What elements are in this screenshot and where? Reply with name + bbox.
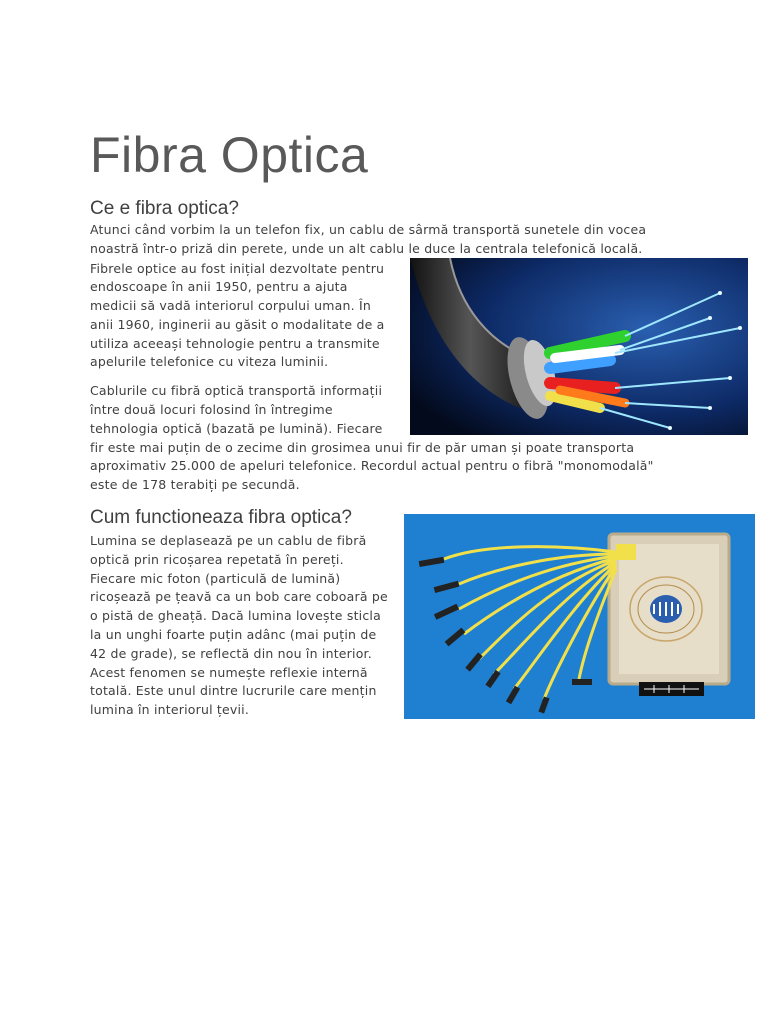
- text-line: utiliza aceeași tehnologie pentru a transmite: [90, 336, 380, 351]
- text-line: o pistă de gheață. Dacă lumina lovește sticla: [90, 608, 381, 623]
- text-line: apelurile telefonice cu viteza luminii.: [90, 354, 329, 369]
- fiber-splice-box-photo: [404, 514, 755, 719]
- text-line: medicii să vadă interiorul corpului uman. În: [90, 298, 371, 313]
- text-line: Fibrele optice au fost inițial dezvoltate pentru: [90, 261, 385, 276]
- intro-line-1: Atunci când vorbim la un telefon fix, un cablu de sârmă transportă sunetele din vocea: [90, 222, 647, 237]
- text-line: Cablurile cu fibră optică transportă informații: [90, 383, 383, 398]
- text-line: este de 178 terabiți pe secundă.: [90, 477, 300, 492]
- section-heading-how-it-works: Cum functioneaza fibra optica?: [90, 507, 352, 528]
- text-line: 42 de grade), se reflectă din nou în interior.: [90, 646, 372, 661]
- text-line: Acest fenomen se numește reflexie internă: [90, 665, 368, 680]
- fiber-cable-illustration: [410, 258, 748, 435]
- text-line: lumina în interiorul țevii.: [90, 702, 250, 717]
- section-heading-what-is: Ce e fibra optica?: [90, 198, 239, 219]
- text-line: endoscoape în anii 1950, pentru a ajuta: [90, 279, 348, 294]
- text-line: între două locuri folosind în întregime: [90, 402, 333, 417]
- text-line: totală. Este unul dintre lucrurile care mențin: [90, 683, 377, 698]
- text-line: ricoșează pe țeavă ca un bob care coboară pe: [90, 589, 388, 604]
- intro-line-2: noastră într-o priză din perete, unde un alt cablu le duce la centrala telefonică locală.: [90, 241, 643, 256]
- text-line: tehnologia optică (bazată pe lumină). Fiecare: [90, 421, 383, 436]
- text-line: la un unghi foarte puțin adânc (mai puțin de: [90, 627, 377, 642]
- text-line: Fiecare mic foton (particulă de lumină): [90, 571, 341, 586]
- text-line: anii 1960, inginerii au găsit o modalitate de a: [90, 317, 385, 332]
- page-title: Fibra Optica: [90, 127, 369, 183]
- text-line: Lumina se deplasează pe un cablu de fibră: [90, 533, 367, 548]
- text-line: optică prin ricoșarea repetată în pereți.: [90, 552, 344, 567]
- text-line: fir este mai puțin de o zecime din grosimea unui fir de păr uman și poate transporta: [90, 440, 635, 455]
- text-line: aproximativ 25.000 de apeluri telefonice. Recordul actual pentru o fibră "monomodală": [90, 458, 654, 473]
